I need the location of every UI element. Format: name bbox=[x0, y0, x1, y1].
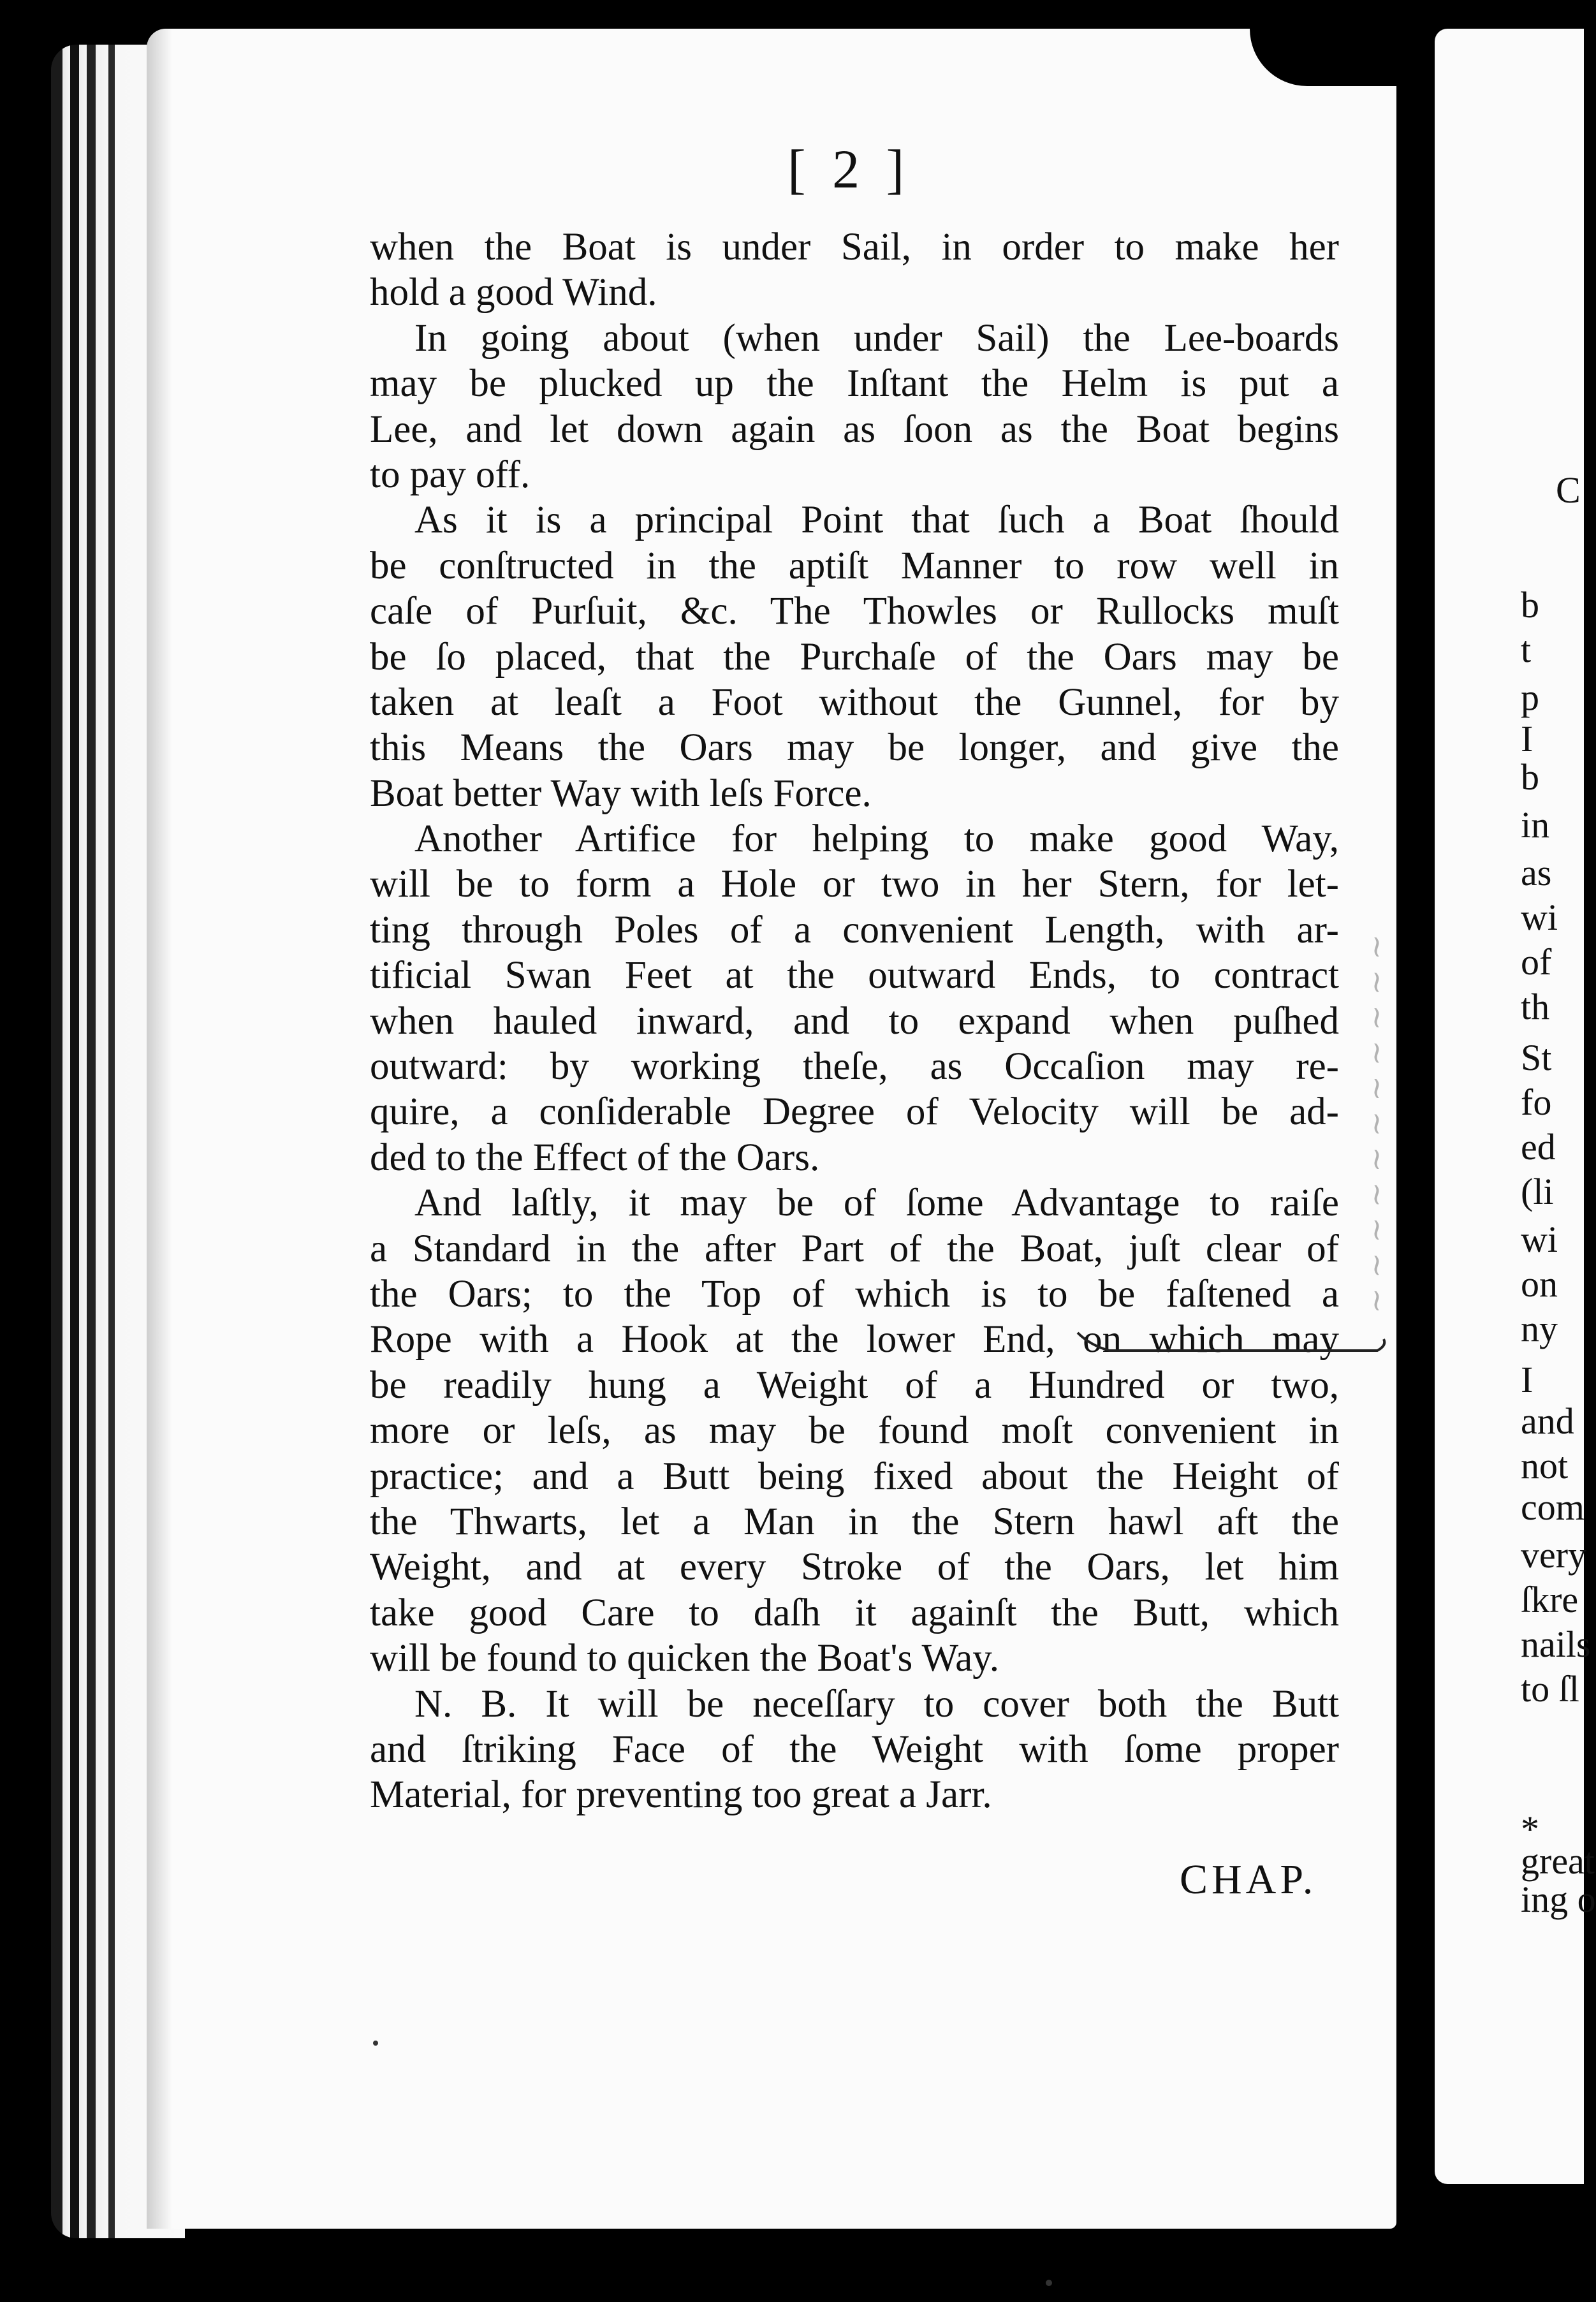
text-line: a Standard in the after Part of the Boat, juſt clear of bbox=[370, 1227, 1339, 1270]
text-line: take good Care to daſh it againſt the Butt, which bbox=[370, 1591, 1339, 1634]
text-line: to pay off. bbox=[370, 453, 531, 496]
facing-page-fragment: nails bbox=[1521, 1624, 1591, 1665]
text-line: this Means the Oars may be longer, and give the bbox=[370, 726, 1339, 770]
facing-page-fragment: as bbox=[1521, 852, 1552, 893]
text-line: Boat better Way with leſs Force. bbox=[370, 772, 872, 815]
text-line: Lee, and let down again as ſoon as the Boat begins bbox=[370, 407, 1339, 451]
facing-page-fragment: wi bbox=[1521, 1219, 1558, 1260]
text-line: hold a good Wind. bbox=[370, 271, 657, 314]
text-line: when the Boat is under Sail, in order to make her bbox=[370, 226, 1339, 268]
text-line: may be plucked up the Inſtant the Helm is put a bbox=[370, 362, 1339, 406]
text-line: Weight, and at every Stroke of the Oars, let him bbox=[370, 1546, 1339, 1589]
text-line: more or leſs, as may be found moſt convenient in bbox=[370, 1409, 1339, 1453]
facing-page-fragment: com bbox=[1521, 1486, 1585, 1528]
ink-speck bbox=[1046, 2280, 1052, 2286]
facing-page-fragment: I bbox=[1521, 1359, 1534, 1400]
page-number: [ 2 ] bbox=[787, 138, 911, 200]
facing-page-fragment: ing o bbox=[1521, 1879, 1596, 1920]
facing-page-fragment: p bbox=[1521, 677, 1539, 718]
facing-page-fragment: not bbox=[1521, 1445, 1569, 1486]
facing-page-fragment: wi bbox=[1521, 897, 1558, 938]
facing-page-fragment: ed bbox=[1521, 1126, 1556, 1168]
text-line: As it is a principal Point that ſuch a Boat ſhould bbox=[414, 499, 1339, 542]
text-line: N. B. It will be neceſſary to cover both the Butt bbox=[414, 1682, 1339, 1726]
text-line: when hauled inward, and to expand when puſhed bbox=[370, 999, 1339, 1043]
body-text bbox=[370, 224, 1339, 1818]
facing-page-fragment: of bbox=[1521, 941, 1552, 983]
text-line: ded to the Effect of the Oars. bbox=[370, 1136, 820, 1179]
text-line: taken at leaſt a Foot without the Gunnel, for by bbox=[370, 680, 1339, 724]
facing-page-fragment: and bbox=[1521, 1400, 1574, 1442]
facing-page-fragment: to ſl bbox=[1521, 1668, 1579, 1710]
text-line: the Oars; to the Top of which is to be faſtened a bbox=[370, 1272, 1339, 1316]
text-line: be readily hung a Weight of a Hundred or two, bbox=[370, 1363, 1339, 1407]
text-line: Another Artifice for helping to make good Way, bbox=[414, 817, 1339, 861]
text-line: ting through Poles of a convenient Length, with ar- bbox=[370, 908, 1339, 951]
facing-page-fragment: * bbox=[1521, 1808, 1539, 1850]
facing-page-fragment: (li bbox=[1521, 1171, 1554, 1212]
facing-page-fragment: t bbox=[1521, 629, 1532, 670]
text-line: outward: by working theſe, as Occaſion may re- bbox=[370, 1045, 1339, 1089]
facing-page-fragment: very bbox=[1521, 1534, 1587, 1576]
page-shadow bbox=[147, 29, 172, 2229]
text-line: be ſo placed, that the Purchaſe of the Oars may be bbox=[370, 635, 1339, 678]
text-line: And laſtly, it may be of ſome Advantage to raiſe bbox=[414, 1182, 1339, 1225]
facing-page-fragment: in bbox=[1521, 804, 1550, 846]
text-line: quire, a conſiderable Degree of Velocity will be ad- bbox=[370, 1090, 1339, 1134]
text-line: the Thwarts, let a Man in the Stern hawl aft the bbox=[370, 1500, 1339, 1543]
text-line: tificial Swan Feet at the outward Ends, to contract bbox=[370, 954, 1339, 997]
facing-page-fragment: St bbox=[1521, 1037, 1552, 1078]
facing-page-fragment: I bbox=[1521, 718, 1534, 759]
facing-page-fragment: ſkre bbox=[1521, 1579, 1579, 1620]
catchword: CHAP. bbox=[1180, 1856, 1317, 1903]
text-line: In going about (when under Sail) the Lee-boards bbox=[414, 316, 1339, 360]
facing-page-fragment: b bbox=[1521, 584, 1539, 626]
facing-page-fragment: on bbox=[1521, 1263, 1558, 1305]
handwritten-margin-note: ~ ~ ~ ~ ~ ~ ~ ~ ~ ~ ~ bbox=[1358, 934, 1394, 1314]
facing-page-fragment: b bbox=[1521, 756, 1539, 798]
ink-underline-mark bbox=[1071, 1320, 1390, 1358]
facing-page-fragment: C bbox=[1556, 469, 1581, 511]
text-line: will be to form a Hole or two in her Stern, for let- bbox=[370, 863, 1339, 906]
facing-page-fragment: fo bbox=[1521, 1081, 1552, 1123]
text-line: Rope with a Hook at the lower End, on which may bbox=[370, 1318, 1339, 1361]
text-line: practice; and a Butt being fixed about the Height of bbox=[370, 1455, 1339, 1498]
facing-page-fragment: th bbox=[1521, 986, 1550, 1027]
text-line: will be found to quicken the Boat's Way. bbox=[370, 1637, 999, 1680]
text-line: caſe of Purſuit, &c. The Thowles or Rullocks muſt bbox=[370, 590, 1339, 633]
text-line: and ſtriking Face of the Weight with ſome proper bbox=[370, 1727, 1339, 1771]
text-line: be conſtructed in the aptiſt Manner to row well in bbox=[370, 544, 1339, 587]
facing-page-fragment: great bbox=[1521, 1840, 1595, 1882]
text-line: Material, for preventing too great a Jarr. bbox=[370, 1773, 992, 1817]
facing-page-fragment: ny bbox=[1521, 1308, 1558, 1349]
ink-speck bbox=[373, 2041, 378, 2046]
